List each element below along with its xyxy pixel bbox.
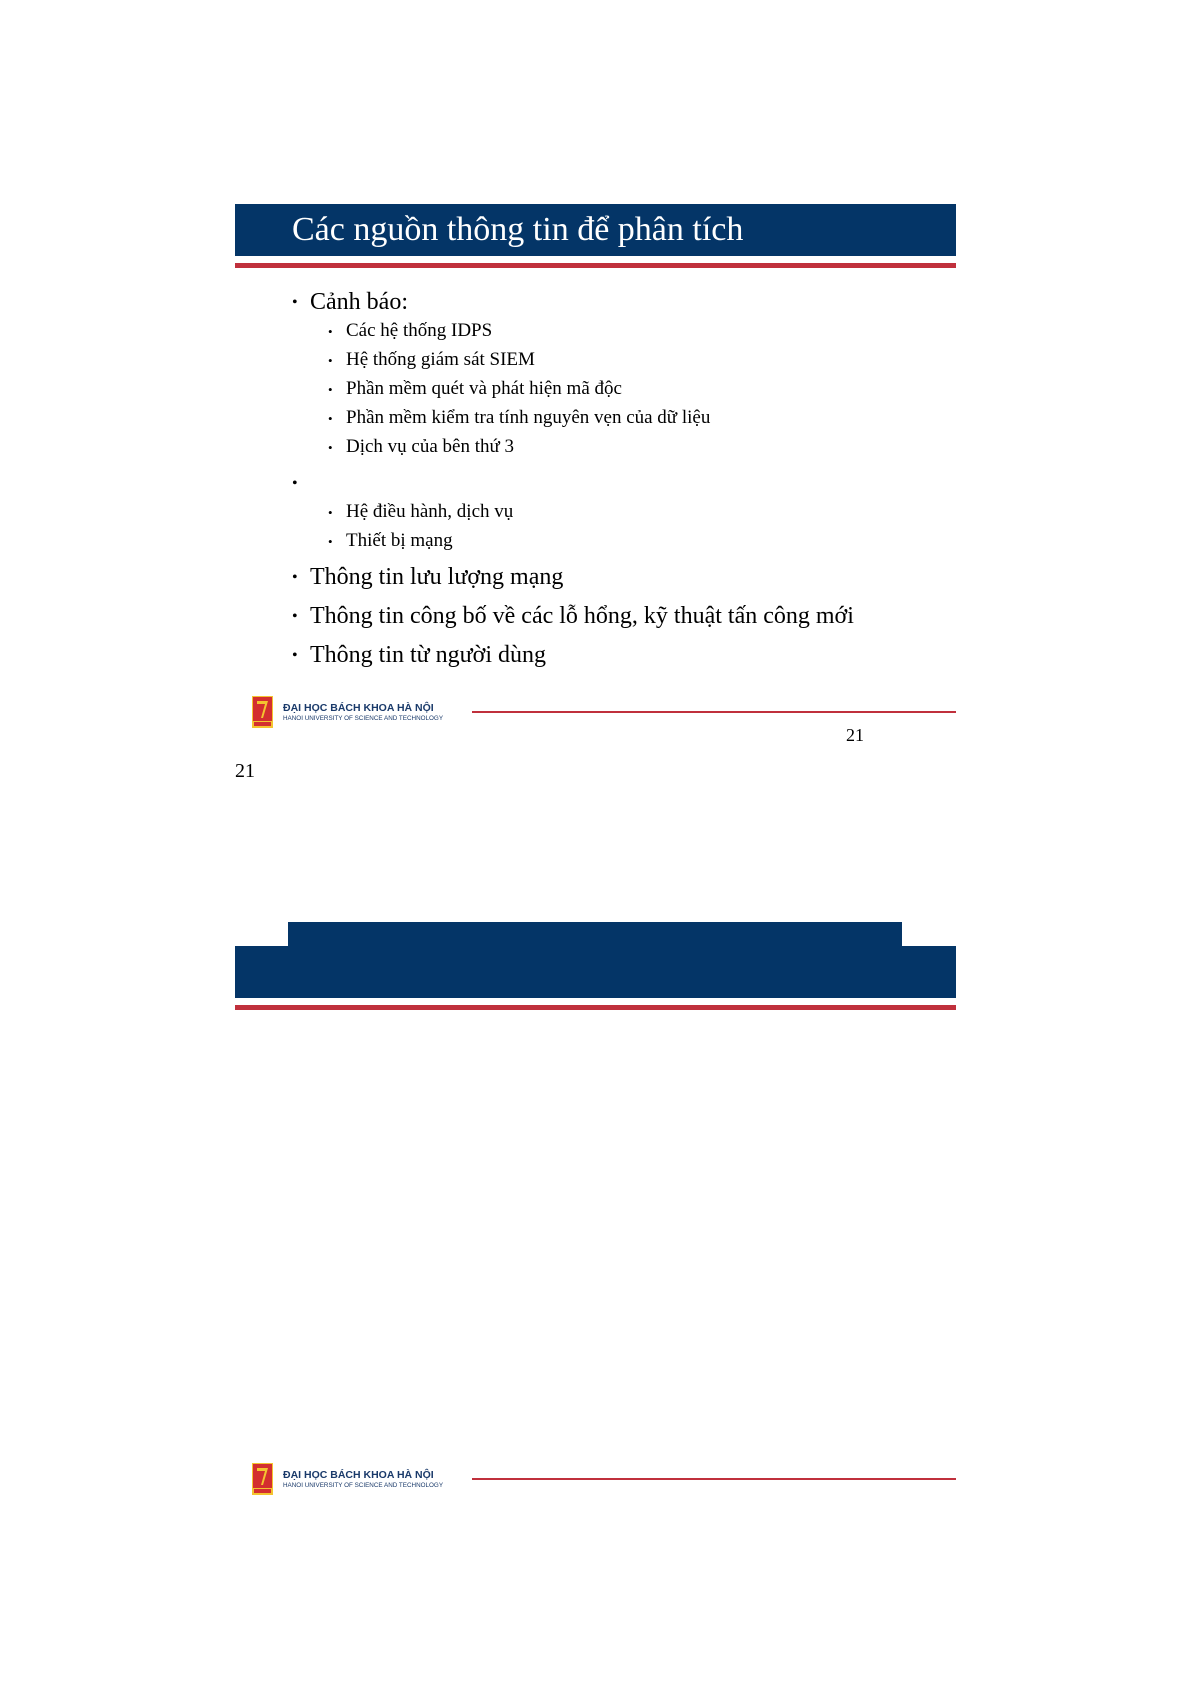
bullet-item	[292, 469, 854, 552]
bullet-item: • Thông tin từ người dùng	[292, 641, 854, 669]
university-name-en: HANOI UNIVERSITY OF SCIENCE AND TECHNOLOGY	[283, 1482, 444, 1489]
bullet-item: • Thông tin công bố về các lỗ hổng, kỹ thuật tấn công mới	[292, 602, 854, 630]
sub-bullet-list	[310, 320, 854, 458]
sub-bullet-item: • • Hệ điều hành, dịch vụ	[328, 501, 854, 523]
footer-rule-short	[472, 711, 517, 713]
sub-bullet-item: • Thiết bị mạng	[328, 530, 854, 552]
title-bar-tab	[288, 922, 902, 948]
sub-bullet-item: • Hệ thống giám sát SIEM	[328, 349, 854, 371]
bullet-list	[292, 288, 854, 680]
sub-bullet-item: • Các hệ thống IDPS	[328, 320, 854, 342]
slide-number: 21	[846, 725, 864, 745]
university-name-en: HANOI UNIVERSITY OF SCIENCE AND TECHNOLOGY	[283, 715, 444, 722]
title-bar	[235, 204, 956, 256]
page-number: 21	[235, 760, 255, 782]
bullet-item	[292, 288, 854, 458]
slide-2	[235, 946, 956, 1494]
title-underline	[235, 1005, 956, 1010]
university-name: ĐẠI HỌC BÁCH KHOA HÀ NỘI	[283, 702, 434, 714]
university-logo-icon	[252, 1463, 273, 1495]
sub-bullet-list	[310, 501, 854, 552]
sub-bullet-item: • Phần mềm quét và phát hiện mã độc	[328, 378, 854, 400]
university-name: ĐẠI HỌC BÁCH KHOA HÀ NỘI	[283, 1469, 434, 1481]
title-bar	[235, 946, 956, 998]
slide-title: Các nguồn thông tin để phân tích	[292, 211, 744, 248]
bullet-item: • Thông tin lưu lượng mạng	[292, 563, 854, 591]
university-logo-icon	[252, 696, 273, 728]
footer-rule	[472, 1478, 956, 1480]
title-underline	[235, 263, 956, 268]
sub-bullet-item: • Phần mềm kiểm tra tính nguyên vẹn của dữ liệu	[328, 407, 854, 429]
bullet-label: Cảnh báo:	[310, 289, 408, 315]
footer-rule	[517, 711, 956, 713]
slide-1	[235, 204, 956, 752]
sub-bullet-item: • Dịch vụ của bên thứ 3	[328, 436, 854, 458]
